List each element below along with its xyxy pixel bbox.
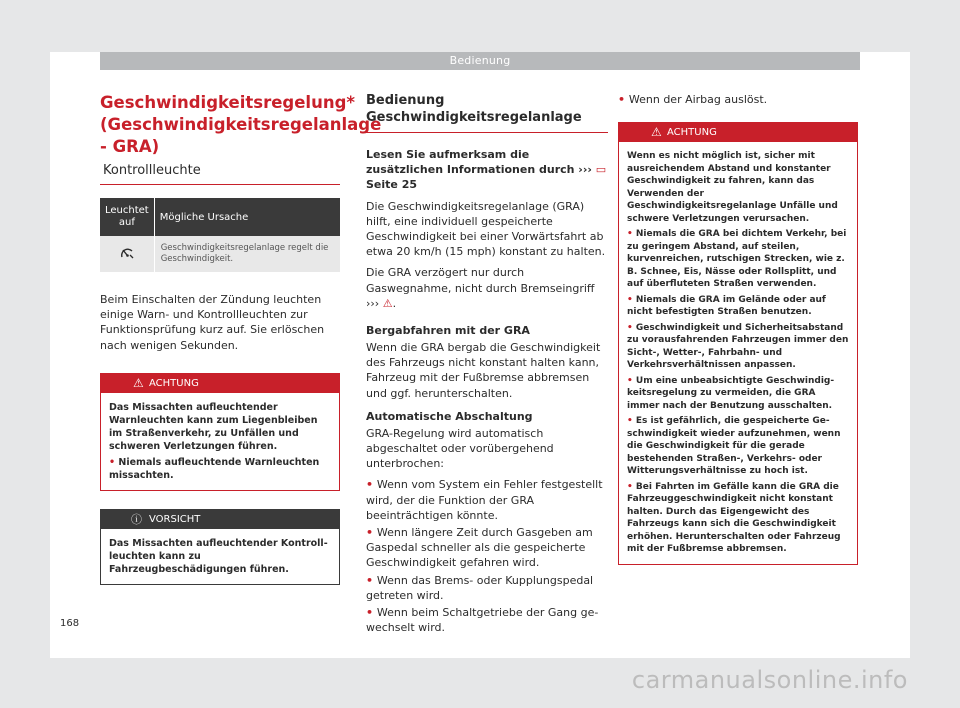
warning-bullet: • Geschwindigkeit und Sicherheitsabstand zu vorausfahrenden Fahrzeugen immer den Sicht-, Wetter-, Fahrbahn- und Verkehrsverhältnissen anpassen. [627, 322, 849, 371]
caution-label: VORSICHT [149, 513, 201, 525]
watermark: carmanualsonline.info [631, 666, 908, 694]
table-cell-cause: Geschwindigkeitsregelanlage regelt die Geschwindigkeit. [154, 236, 340, 272]
title-divider [100, 184, 340, 185]
caution-header [101, 510, 339, 529]
caution-body [101, 529, 339, 584]
table-header-leuchtet: Leuchtet auf [100, 198, 154, 236]
warning-bullet: • Niemals aufleuchtende Warnleuchten missachten. [109, 456, 320, 481]
warning-bullet: • Es ist gefährlich, die gespeicherte Geschwindigkeit wieder aufzunehmen, wenn die Geschwindigkeit für die gerade bestehenden Straßen-, Verkehrs- oder Witterungsverhältnisse zu hoch ist. [627, 416, 841, 477]
page-title: Geschwindigkeitsregelung* (Geschwindigkeitsregelanlage - GRA) [100, 93, 382, 156]
warning-body [619, 142, 857, 564]
bergab-paragraph: Wenn die GRA bergab die Geschwindigkeit des Fahrzeugs nicht konstant halten kann, Fahrzeug mit der Fußbremse abbremsen und ggf. herunterschalten. [366, 341, 601, 400]
list-item: • Wenn längere Zeit durch Gasgeben am Gaspedal schneller als die gespeicherte Geschwindigkeit gefahren wird. [366, 526, 593, 570]
page-reference-link[interactable]: Seite 25 [366, 178, 418, 192]
page-number: 168 [60, 618, 80, 629]
intro-reference: Lesen Sie aufmerksam die zusätzlichen Informationen durch ››› ▭ Seite 25 [366, 148, 607, 192]
table-row [100, 236, 340, 272]
warning-bullet: • Niemals die GRA im Gelände oder auf nicht befestigten Straßen benutzen. [627, 294, 826, 318]
abschaltung-paragraph: GRA-Regelung wird automatisch abgeschaltet oder vorübergehend unterbrochen: [366, 426, 554, 471]
subheading-bergab: Bergabfahren mit der GRA [366, 324, 530, 338]
warning-body [101, 393, 339, 490]
warning-label: ACHTUNG [149, 377, 199, 389]
section-divider [366, 132, 608, 133]
manual-page [50, 52, 910, 658]
section-header: Bedienung [100, 52, 860, 70]
caution-box [100, 509, 340, 585]
book-icon: ▭ [595, 163, 607, 177]
warning-text: Das Missachten aufleuchtender Warnleuchten kann zum Liegenbleiben im Straßenverkehr, zu Unfällen und schweren Verletzungen führen. [109, 401, 318, 452]
braking-paragraph: Die GRA verzögert nur durch Gaswegnahme, nicht durch Bremseingriff ››› ⚠. [366, 266, 595, 310]
warning-text: Wenn es nicht möglich ist, sicher mit ausreichendem Abstand und konstanter Geschwindigkeit zu fahren, kann das Verwenden der Geschwindigkeitsregelanlage Unfälle und schwere Verletzungen verursachen. [627, 151, 838, 224]
warning-bullet: • Um eine unbeabsichtigte Geschwindigkeitsregelung zu vermeiden, die GRA immer nach der Benutzung ausschalten. [627, 375, 835, 411]
warning-box [100, 373, 340, 491]
warning-bullet: • Bei Fahrten im Gefälle kann die GRA die Fahrzeuggeschwindigkeit nicht konstant halten. Durch das Eigengewicht des Fahrzeugs kann sich die Geschwindigkeit erhöhen. Herunterschalten oder Fahrzeug mit der Fußbremse abbremsen. [627, 481, 841, 555]
middle-column [366, 92, 608, 635]
section-title: Bedienung Geschwindigkeitsregelanlage [366, 93, 582, 125]
warning-box [618, 122, 858, 565]
warning-triangle-icon: ⚠ [133, 375, 144, 390]
list-item: • Wenn das Brems- oder Kupplungspedal getreten wird. [366, 573, 594, 602]
warning-triangle-icon: ⚠ [651, 125, 662, 140]
left-column [100, 92, 382, 585]
description-paragraph: Die Geschwindigkeitsregelanlage (GRA) hilft, eine individuell gespeicherte Geschwindigkeit bei einer Vorwärtsfahrt ab etwa 20 km/h (15 mph) konstant zu halten. [366, 199, 606, 259]
intro-paragraph: Beim Einschalten der Zündung leuchten einige Warn- und Kontrollleuchten zur Funktionsprüfung kurz auf. Sie erlöschen nach wenigen Sekunden. [100, 293, 325, 352]
table-header-ursache: Mögliche Ursache [154, 198, 340, 236]
right-column [618, 92, 858, 565]
speedometer-arrow-icon [119, 246, 135, 260]
list-item: • Wenn der Airbag auslöst. [618, 93, 768, 106]
warning-header [101, 374, 339, 393]
caution-text: Das Missachten aufleuchtender Kontrollleuchten kann zu Fahrzeugbeschädigungen führen. [109, 537, 328, 575]
info-circle-icon: ⓘ [131, 512, 142, 526]
subheading-abschaltung: Automatische Abschaltung [366, 409, 533, 423]
list-item: • Wenn vom System ein Fehler festgestellt wird, der die Funktion der GRA beeinträchtigen könnte. [366, 478, 603, 522]
warning-triangle-icon[interactable]: ⚠ [382, 296, 393, 310]
section-subtitle: Kontrollleuchte [103, 163, 201, 178]
warning-label: ACHTUNG [667, 127, 717, 139]
table-cell-icon [100, 236, 154, 272]
indicator-table [100, 198, 340, 272]
warning-bullet: • Niemals die GRA bei dichtem Verkehr, bei zu geringem Abstand, auf steilen, kurvenreichen, rutschigen Strecken, wie z. B. Schnee, Eis, Nässe oder Rollsplitt, und auf überfluteten Straßen verwenden. [627, 229, 847, 290]
warning-header [619, 123, 857, 142]
list-item: • Wenn beim Schaltgetriebe der Gang gewechselt wird. [366, 606, 599, 635]
